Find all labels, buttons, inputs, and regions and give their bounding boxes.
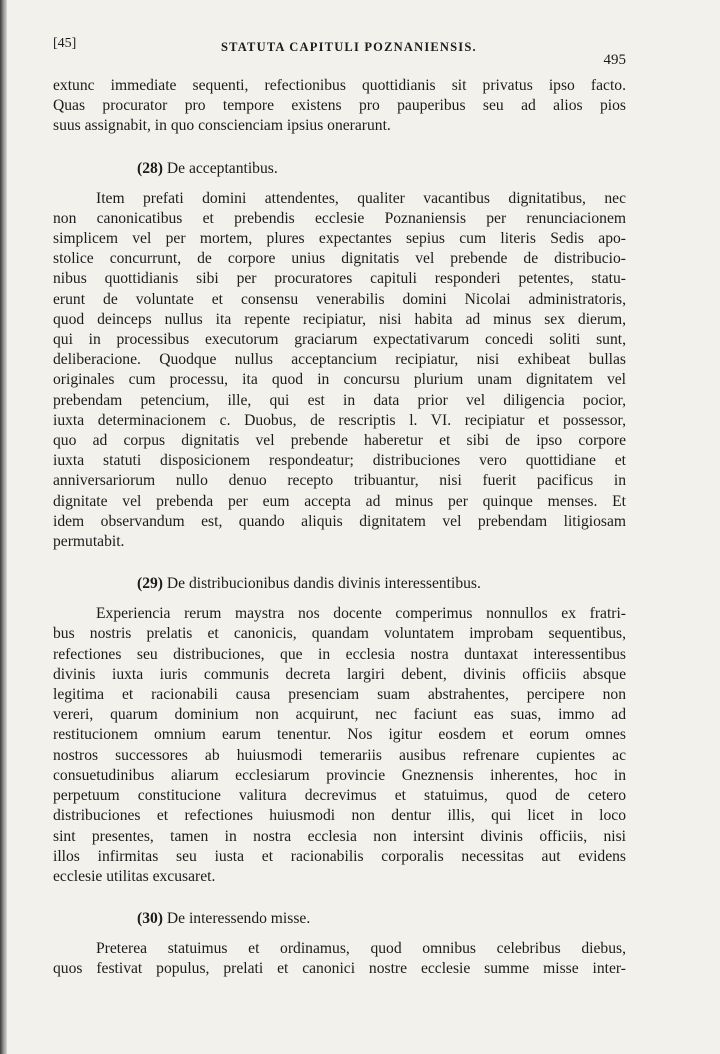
- text-line: Preterea statuimus et ordinamus, quod omnibus celebribus diebus,: [96, 940, 626, 958]
- text-line: non canonicatibus et prebendis ecclesie Poznaniensis per renunciacionem: [53, 209, 626, 227]
- section-title: De acceptantibus.: [162, 159, 278, 177]
- section-heading: [53, 909, 626, 929]
- text-line: erunt de voluntate et consensu venerabilis domini Nicolai administratoris,: [53, 290, 626, 308]
- text-line: Item prefati domini attendentes, qualiter vacantibus dignitatibus, nec: [96, 189, 626, 207]
- text-line: iuxta determinacionem c. Duobus, de rescriptis l. VI. recipiatur et possessor,: [53, 411, 626, 429]
- text-line: suus assignabit, in quo conscienciam ipsius onerarunt.: [53, 117, 391, 135]
- text-line: restitucionem omnium earum tenentur. Nos igitur eosdem et eorum omnes: [53, 726, 626, 744]
- section-number: (30): [137, 910, 163, 928]
- text-line: prebendam petencium, ille, qui est in data prior vel diligencia pocior,: [53, 391, 626, 409]
- body-text: [53, 76, 626, 980]
- text-line: dignitate vel prebenda per eum accepta ad minus per quinque menses. Et: [53, 492, 626, 510]
- text-line: consuetudinibus aliarum ecclesiarum provincie Gneznensis inherentes, hoc in: [53, 766, 626, 784]
- paragraph: [53, 939, 626, 979]
- text-line: nostros successores ab huiusmodi temerariis ausibus refrenare cupientes ac: [53, 746, 626, 764]
- section-title: De distribucionibus dandis divinis interessentibus.: [162, 575, 481, 593]
- section-number: (29): [137, 575, 163, 593]
- text-line: stolice concurrunt, de corpore unius dignitatis vel prebende de distribucio-: [53, 250, 626, 268]
- text-line: illos infirmitas seu iusta et racionabilis corporalis necessitas aut evidens: [53, 847, 626, 865]
- text-line: divinis iuxta iuris communis decreta largiri debent, divinis officiis absque: [53, 665, 626, 683]
- text-line: refectiones seu distribuciones, que in ecclesia nostra duntaxat interessentibus: [53, 645, 626, 663]
- text-line: extunc immediate sequenti, refectionibus quottidianis sit privatus ipso facto.: [53, 77, 626, 94]
- text-line: distribuciones et refectiones huiusmodi non dentur illis, qui licet in loco: [53, 807, 626, 825]
- text-line: quos festivat populus, prelati et canonici nostre ecclesie summe misse inter-: [53, 960, 626, 978]
- section-heading: [53, 159, 626, 179]
- text-line: nibus quottidianis sibi per procuratores capituli responderi petentes, statu-: [53, 270, 626, 288]
- text-line: vereri, quarum dominium non acquirunt, nec faciunt eas suas, immo ad: [53, 706, 626, 724]
- page-number: 495: [603, 52, 626, 68]
- text-line: Experiencia rerum maystra nos docente comperimus nonnullos ex fratri-: [96, 605, 626, 623]
- text-line: anniversariorum nullo denuo recepto tribuantur, nisi fuerit pacificus in: [53, 472, 626, 490]
- text-line: bus nostris prelatis et canonicis, quandam voluntatem improbam sequentibus,: [53, 625, 626, 643]
- text-line: Quas procurator pro tempore existens pro pauperibus seu ad alios pios: [53, 97, 626, 115]
- section-number: (28): [137, 159, 163, 177]
- text-line: qui in processibus executorum graciarum expectativarum concedi soliti sunt,: [53, 331, 626, 349]
- text-line: sint presentes, tamen in nostra ecclesia non intersint divinis officiis, nisi: [53, 827, 626, 845]
- text-line: legitima et racionabili causa presenciam suam abstrahentes, percipere non: [53, 686, 626, 704]
- signature-mark: [45]: [53, 36, 77, 51]
- text-line: idem observandum est, quando aliquis dignitatem vel prebendam litigiosam: [53, 512, 626, 530]
- text-line: simplicem vel per mortem, plures expectantes sepius cum literis Sedis apo-: [53, 230, 626, 248]
- paragraph: [53, 189, 626, 553]
- paragraph: [53, 76, 626, 137]
- text-line: iuxta statuti disposicionem respondeatur; distribuciones vero quottidiane et: [53, 452, 626, 470]
- text-line: ecclesie utilitas excusaret.: [53, 867, 216, 885]
- section-title: De interessendo misse.: [162, 910, 311, 928]
- running-title: STATUTA CAPITULI POZNANIENSIS.: [221, 40, 477, 54]
- paragraph: [53, 604, 626, 887]
- text-line: quo ad corpus dignitatis vel prebende haberetur et sibi de ipso corpore: [53, 432, 626, 450]
- text-line: originales cum processu, ita quod in concursu plurium unam dignitatem vel: [53, 371, 626, 389]
- section-heading: [53, 574, 626, 594]
- book-spine-shadow: [0, 0, 7, 1054]
- text-line: deliberacione. Quodque nullus acceptancium recipiatur, nisi exhibeat bullas: [53, 351, 626, 369]
- text-line: quod deinceps nullus ita repente recipiatur, nisi habita ad minus sex dierum,: [53, 310, 626, 328]
- page-header: [53, 36, 626, 76]
- text-line: permutabit.: [53, 533, 125, 551]
- document-page: [53, 36, 626, 980]
- text-line: perpetuum constitucione valitura decrevimus et statuimus, quod de cetero: [53, 787, 626, 805]
